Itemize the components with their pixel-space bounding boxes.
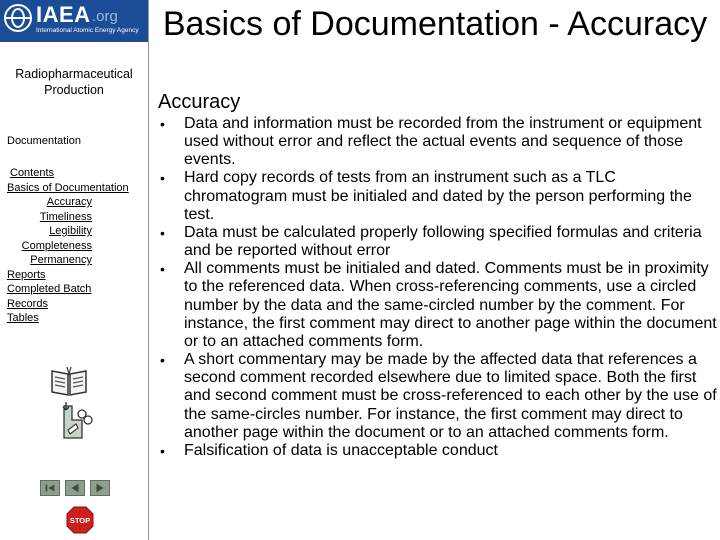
bullet-marker: •	[160, 170, 165, 187]
logo-name: IAEA	[36, 2, 91, 27]
bullet-item	[160, 224, 720, 260]
stop-label: STOP	[69, 516, 91, 525]
next-slide-button[interactable]	[90, 480, 110, 496]
nav-link[interactable]: Accuracy	[46, 196, 92, 208]
bullet-marker: •	[160, 224, 165, 241]
bullet-marker: •	[160, 116, 165, 132]
arrow-left-icon	[66, 481, 84, 495]
arrow-right-icon	[91, 481, 109, 495]
bullet-item	[160, 260, 720, 351]
first-slide-button[interactable]	[40, 480, 60, 496]
bullet-text: Data and information must be recorded from the instrument or equipment used without error and reflect the actual events and sequence of those events.	[184, 115, 702, 169]
nav-link[interactable]: Basics of Documentation	[7, 181, 129, 194]
section-heading: Documentation	[7, 135, 81, 147]
nav-link[interactable]: Permanency	[30, 254, 92, 266]
first-icon	[41, 481, 59, 495]
open-book-icon	[50, 365, 88, 397]
page-title: Basics of Documentation - Accuracy	[162, 5, 708, 43]
nav-link[interactable]: Legibility	[49, 225, 92, 237]
bullet-text: A short commentary may be made by the affected data that references a second comment recorded elsewhere due to limited space. Both the first and second comment must be cross-referenced to each other by the use of the same-circles number. For instance, the first comment may direct to another page within the document or to an attached comments form.	[184, 351, 717, 441]
nav-link[interactable]: Records	[7, 297, 48, 310]
iaea-logo[interactable]	[0, 0, 148, 42]
nav-link[interactable]: Contents	[10, 167, 55, 179]
slide-navigation	[40, 480, 110, 496]
bullet-list	[160, 115, 720, 460]
bullet-marker: •	[160, 442, 165, 459]
logo-org-suffix: .org	[92, 8, 118, 25]
nav-link[interactable]: Reports	[7, 268, 46, 281]
bullet-text: Hard copy records of tests from an instrument such as a TLC chromatogram must be initialed and dated by the person performing the test.	[184, 169, 692, 223]
nav-link[interactable]: Timeliness	[39, 210, 92, 223]
globe-icon	[4, 4, 32, 32]
sidebar	[0, 0, 149, 540]
bullet-item	[160, 442, 720, 460]
nav-link[interactable]: Tables	[7, 312, 39, 324]
bullet-text: All comments must be initialed and dated. Comments must be in proximity to the referenced data. When cross-referencing comments, use a circled number by the data and the same-circled number by the comment. For instance, the first comment may direct to another page within the document or to an attached comments form.	[184, 260, 717, 350]
bullet-marker: •	[160, 352, 165, 369]
bullet-marker: •	[160, 261, 165, 278]
module-title: Radiopharmaceutical Production	[15, 67, 133, 97]
bullet-item	[160, 169, 720, 223]
logo-subtitle: International Atomic Energy Agency	[36, 27, 139, 34]
bullet-text: Falsification of data is unacceptable conduct	[184, 441, 498, 459]
nav-link[interactable]: Completeness	[21, 239, 92, 252]
bullet-item	[160, 115, 720, 169]
previous-slide-button[interactable]	[65, 480, 85, 496]
nav-list	[0, 166, 148, 326]
bullet-text: Data must be calculated properly following specified formulas and criteria and be reported without error	[184, 223, 702, 260]
slide-subtitle: Accuracy	[158, 91, 241, 113]
stop-button[interactable]	[66, 506, 94, 534]
bullet-item	[160, 351, 720, 442]
nav-link[interactable]: Completed Batch	[7, 283, 92, 295]
flowchart-icon	[60, 400, 96, 442]
